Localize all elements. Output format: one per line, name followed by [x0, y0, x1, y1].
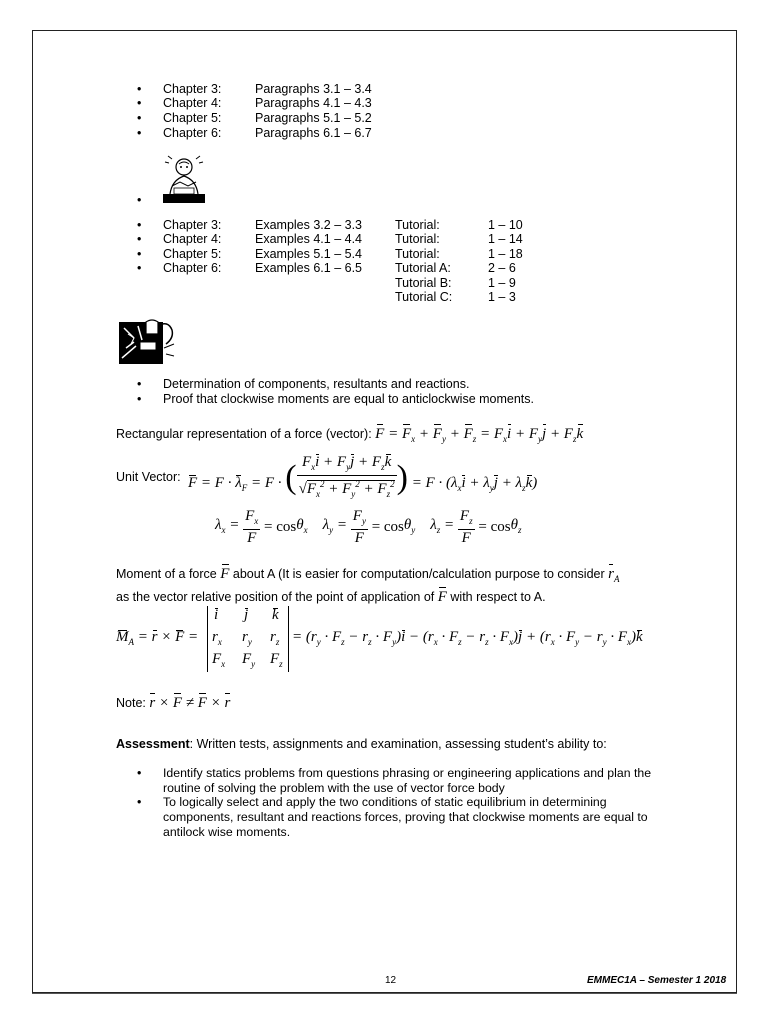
list-item: • Chapter 6: Examples 6.1 – 6.5 Tutorial A: 2 – 6	[137, 261, 516, 275]
page-number: 12	[385, 975, 397, 986]
rect-label: Rectangular representation of a force (vector):	[116, 427, 372, 441]
list-item: • Chapter 3: Examples 3.2 – 3.3 Tutorial: 1 – 10	[137, 218, 523, 232]
moment-formula: $M_A = r \times F$ = i j k $r_x$ $r_y$ $r_z$ $F_x$ $F_y$ $F_z$ = $(r_y \cdot F_z - r_z \cdot F_y)i - (r_x \cdot F_z - r_z \cdot F_x)j + (r_x \cdot F_y - r_y \cdot F_x)k$	[116, 606, 696, 674]
list-item: • Chapter 3: Paragraphs 3.1 – 3.4	[137, 82, 372, 96]
rect-formula: $F = F_x + F_y + F_z = F_xi + F_yj + F_zk$	[375, 426, 584, 444]
list-item: •	[137, 193, 142, 207]
person-reading-icon	[160, 150, 208, 204]
list-item-bullet: •	[137, 766, 142, 780]
assessment-heading: Assessment: Written tests, assignments and examination, assessing student’s ability to:	[116, 737, 607, 751]
unit-formula: $F = F \cdot \lambda_F = F$ · ( $\frac{F_xi + F_yj + F_zk}{√F_x^2 + F_y^2 + F_z^2}$ ) = $F \cdot (\lambda_xi + \lambda_yj + \lambda_zk)$	[188, 454, 538, 499]
note: Note: r × F ≠ F × r	[116, 695, 231, 711]
list-item: • Chapter 5: Paragraphs 5.1 – 5.2	[137, 111, 372, 125]
list-item: To logically select and apply the two conditions of static equilibrium in determining components, resultant and reactions forces, proving that clockwise moments are equal to antilock wise moments.	[163, 795, 648, 839]
moment-paragraph-line-1: Moment of a force F about A (It is easier for computation/calculation purpose to consider $r_A$	[116, 566, 620, 584]
note-label: Note:	[116, 696, 146, 710]
moment-paragraph-line-2: as the vector relative position of the point of application of F with respect to A.	[116, 589, 546, 605]
direction-cosines: $\lambda_x$ = $\frac{F_x}{F}$ = cosθ$_x$ $\lambda_y$ = $\frac{F_y}{F}$ = cosθ$_y$ $\lambda_z$ = $\frac{F_z}{F}$ = cosθ$_z$	[215, 508, 522, 546]
page-border-shadow	[32, 993, 737, 994]
list-item: • Proof that clockwise moments are equal to anticlockwise moments.	[137, 392, 534, 406]
list-item: • Chapter 4: Paragraphs 4.1 – 4.3	[137, 96, 372, 110]
list-item: Tutorial B: 1 – 9	[395, 276, 516, 290]
work-tools-icon	[118, 318, 178, 366]
list-item-bullet: •	[137, 795, 142, 809]
list-item: Identify statics problems from questions phrasing or engineering applications and plan the routine of solving the problem with the use of vector force body	[163, 766, 652, 795]
list-item: • Chapter 4: Examples 4.1 – 4.4 Tutorial: 1 – 14	[137, 232, 523, 246]
list-item: • Chapter 6: Paragraphs 6.1 – 6.7	[137, 126, 372, 140]
rectangular-representation	[116, 424, 583, 449]
footer-course: EMMEC1A – Semester 1 2018	[587, 975, 727, 986]
unit-label: Unit Vector:	[116, 470, 181, 484]
list-item: • Determination of components, resultants and reactions.	[137, 377, 470, 391]
list-item: Tutorial C: 1 – 3	[395, 290, 516, 304]
list-item: • Chapter 5: Examples 5.1 – 5.4 Tutorial: 1 – 18	[137, 247, 523, 261]
